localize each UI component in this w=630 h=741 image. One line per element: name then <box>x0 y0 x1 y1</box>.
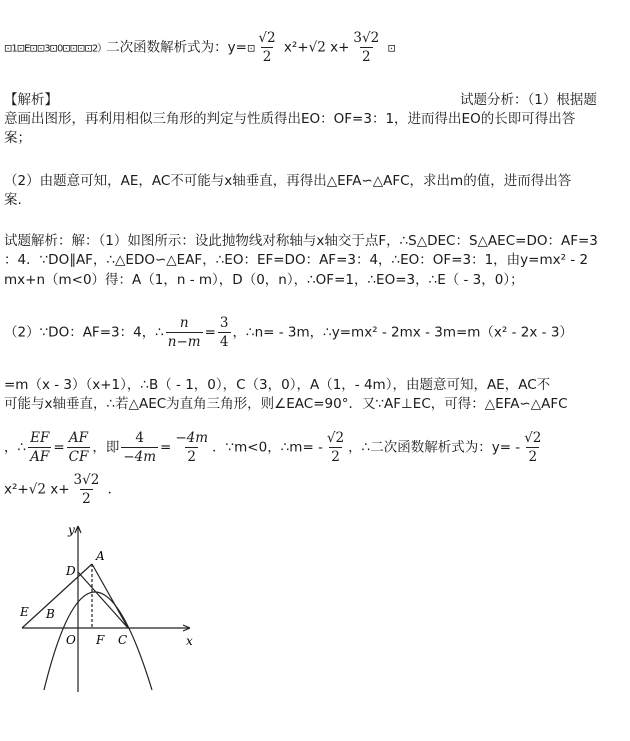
frac-2d: 2 <box>82 491 91 507</box>
solution-line-1: 试题解析：解：（1）如图所示：设此抛物线对称轴与x轴交于点F，∴S△DEC：S△AEC=DO：AF=3 <box>4 233 598 249</box>
frac-sqrt2b: √2 <box>524 430 542 446</box>
l7-text-e: ．∵m<0，∴m= - <box>212 439 323 456</box>
header-text: 二次函数解析式为：y= <box>106 39 247 56</box>
frac-n-nm <box>166 315 203 350</box>
solution-line-2: ：4．∵DO∥AF，∴△EDO∽△EAF，∴EO：EF=DO：AF=3：4，∴EO：OF=3：1，由y=mx² - 2 <box>4 252 589 268</box>
solution-line-8 <box>4 472 121 507</box>
l8-x: x+ <box>50 481 70 498</box>
header-prefix: ⊡1⊡E⊡⊡3⊡0⊡⊡⊡⊡2） <box>4 43 107 55</box>
frac-a-num: √2 <box>258 30 276 46</box>
frac-2a: 2 <box>187 449 196 465</box>
header-line <box>4 30 395 65</box>
analysis-title: 【解析】 <box>4 92 58 108</box>
label-c: C <box>118 633 128 647</box>
frac-cf: CF <box>68 449 89 465</box>
frac-sqrt2-2b <box>522 430 543 465</box>
label-d: D <box>66 564 76 578</box>
l8-sqrt2: √2 <box>28 481 46 498</box>
sqrt-b: √2 <box>308 39 326 56</box>
frac-af: AF <box>30 449 50 465</box>
frac-4: 4 <box>219 334 229 350</box>
solution-line-6: 可能与x轴垂直，∴若△AEC为直角三角形，则∠EAC=90°．又∵AF⊥EC，可得：△EFA∽△AFC <box>4 396 568 412</box>
label-f: F <box>96 633 105 647</box>
frac-neg4m: −4m <box>123 449 157 465</box>
l7-eq2: = <box>160 439 172 456</box>
label-e: E <box>20 605 29 619</box>
l4-eq: = <box>204 324 216 341</box>
analysis-line-1: 意画出图形，再利用相似三角形的判定与性质得出EO：OF=3：1，进而得出EO的长即可得出答 <box>4 111 576 127</box>
frac-4m-2 <box>173 430 210 465</box>
frac-ef-af <box>28 430 51 465</box>
frac-ef: EF <box>30 430 50 446</box>
line-ea <box>22 564 92 628</box>
solution-line-3: mx+n（m<0）得：A（1，n - m），D（0，n），∴OF=1，∴EO=3，∴E（ - 3，0）； <box>4 272 524 288</box>
analysis-line-2: 案； <box>4 130 31 146</box>
line-ac <box>92 564 128 628</box>
header-box: ⊡ <box>247 43 255 55</box>
analysis-label: 试题分析：（1）根据题 <box>460 92 597 108</box>
frac-nm: n−m <box>167 334 201 350</box>
frac-4-4m <box>121 430 158 465</box>
label-x: x <box>186 634 193 648</box>
l8-period: ． <box>107 481 122 498</box>
frac-c-num: 3√2 <box>353 30 380 46</box>
l7-text-c: ，即 <box>92 439 120 456</box>
frac-2b: 2 <box>331 449 340 465</box>
x-term: x+ <box>330 39 350 56</box>
frac-neg4m-b: −4m <box>175 430 209 446</box>
l4-text-c: ，∴n= - 3m，∴y=mx² - 2mx - 3m=m（x² - 2x - 3） <box>232 324 573 341</box>
frac-3: 3 <box>219 315 229 331</box>
frac-3sqrt2-2 <box>72 472 102 507</box>
frac-2c: 2 <box>528 449 538 465</box>
l4-text-a: （2）∵DO：AF=3：4，∴ <box>4 324 164 341</box>
label-b: B <box>46 607 55 621</box>
analysis-line-4: 案. <box>4 192 22 208</box>
header-tail: ⊡ <box>387 43 395 55</box>
frac-af-cf <box>67 430 91 465</box>
l7-text-f: ，∴二次函数解析式为：y= - <box>348 439 521 456</box>
solution-line-7 <box>4 430 545 465</box>
frac-n: n <box>179 315 189 331</box>
frac-c-den: 2 <box>362 49 371 65</box>
label-o: O <box>66 633 76 647</box>
frac-sqrt2a: √2 <box>326 430 345 446</box>
frac-3sqrt2: 3√2 <box>73 472 100 488</box>
frac-af2: AF <box>68 430 89 446</box>
frac-sqrt2-2a <box>325 430 346 465</box>
parabola-figure <box>10 520 210 700</box>
frac-4a: 4 <box>135 430 144 446</box>
label-a: A <box>96 549 105 563</box>
l7-text-a: ，∴ <box>4 439 27 456</box>
line-dc <box>78 572 128 628</box>
analysis-line-3: （2）由题意可知，AE，AC不可能与x轴垂直，再得出△EFA∽△AFC，求出m的值，进而得出答 <box>4 173 572 189</box>
frac-a <box>256 30 277 65</box>
frac-a-den: 2 <box>262 49 272 65</box>
frac-3-4 <box>218 315 231 350</box>
l7-eq1: = <box>53 439 65 456</box>
label-y: y <box>68 523 75 537</box>
l8-x2: x²+ <box>4 481 29 498</box>
frac-c <box>351 30 381 65</box>
x2-term: x²+ <box>283 39 309 56</box>
solution-line-4 <box>4 315 573 350</box>
solution-line-5: =m（x - 3）（x+1），∴B（ - 1，0），C（3，0），A（1，- 4m），由题意可知，AE，AC不 <box>4 377 551 393</box>
